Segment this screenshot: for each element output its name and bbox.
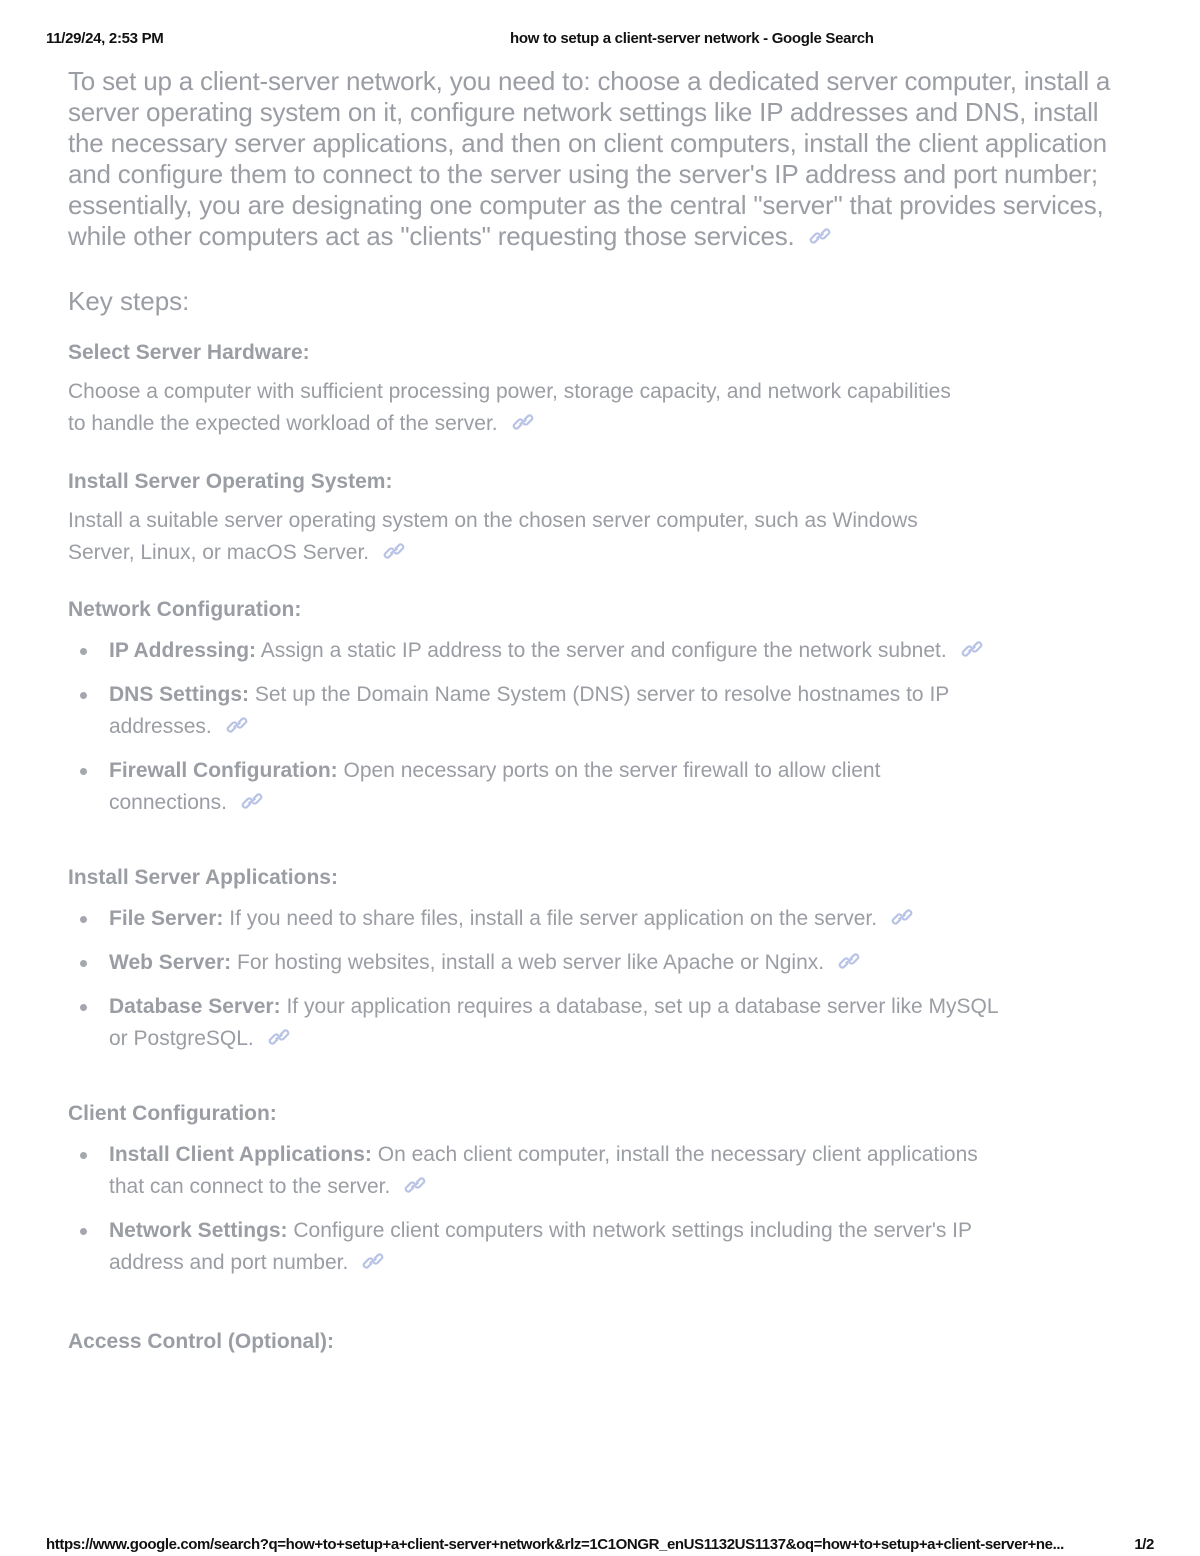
- link-icon[interactable]: [961, 640, 983, 658]
- section-text-content: Install a suitable server operating system on the chosen server computer, such as Windows Server, Linux, or macOS Server.: [68, 509, 918, 564]
- bullet-dot: [80, 768, 87, 775]
- item-text: Open necessary ports on the server firewall to allow client connections.: [109, 759, 881, 814]
- item-term: Install Client Applications:: [109, 1143, 372, 1166]
- bullet-dot: [80, 648, 87, 655]
- print-header: [46, 30, 1154, 50]
- item-term: DNS Settings:: [109, 683, 250, 706]
- bullet-list: [68, 635, 998, 819]
- bullet-dot: [80, 960, 87, 967]
- item-text: Assign a static IP address to the server and configure the network subnet.: [256, 639, 947, 662]
- print-date: 11/29/24, 2:53 PM: [46, 30, 164, 47]
- item-term: Network Settings:: [109, 1219, 288, 1242]
- section-access-control: [68, 1329, 1138, 1355]
- bullet-dot: [80, 1152, 87, 1159]
- list-item: [68, 947, 998, 979]
- link-icon[interactable]: [226, 716, 248, 734]
- item-term: Web Server:: [109, 951, 232, 974]
- link-icon[interactable]: [268, 1028, 290, 1046]
- section-title: Install Server Operating System:: [68, 470, 393, 493]
- link-icon[interactable]: [404, 1176, 426, 1194]
- item-term: Firewall Configuration:: [109, 759, 338, 782]
- section-title: Install Server Applications:: [68, 866, 338, 889]
- list-item: [68, 635, 998, 667]
- overview-summary: [68, 66, 1138, 252]
- link-icon[interactable]: [241, 792, 263, 810]
- link-icon[interactable]: [891, 908, 913, 926]
- link-icon[interactable]: [809, 227, 831, 245]
- link-icon[interactable]: [362, 1252, 384, 1270]
- link-icon[interactable]: [838, 952, 860, 970]
- section-client-configuration: [68, 1101, 1138, 1279]
- list-item: [68, 1139, 998, 1203]
- section-server-os: [68, 469, 1138, 569]
- item-text: Configure client computers with network settings including the server's IP address and port number.: [109, 1219, 972, 1274]
- overview-summary-text: To set up a client-server network, you need to: choose a dedicated server computer, install a server operating system on it, configure network settings like IP addresses and DNS, install the necessary server applications, and then on client computers, install the client application and configure them to connect to the server using the server's IP address and port number; essentially, you are designating one computer as the central "server" that provides services, while other computers act as "clients" requesting those services.: [68, 66, 1111, 251]
- section-title: Access Control (Optional):: [68, 1330, 335, 1353]
- ai-overview-content: [68, 66, 1138, 1355]
- bullet-list: [68, 903, 998, 1055]
- item-term: IP Addressing:: [109, 639, 257, 662]
- print-page-title: how to setup a client-server network - Google Search: [510, 30, 874, 47]
- bullet-list: [68, 1139, 998, 1279]
- section-text: [68, 376, 968, 440]
- bullet-dot: [80, 692, 87, 699]
- item-term: Database Server:: [109, 995, 281, 1018]
- section-title: Client Configuration:: [68, 1102, 277, 1125]
- list-item: [68, 755, 998, 819]
- link-icon[interactable]: [512, 413, 534, 431]
- section-text: [68, 505, 968, 569]
- print-footer: [46, 1536, 1154, 1556]
- list-item: [68, 903, 998, 935]
- bullet-dot: [80, 1228, 87, 1235]
- list-item: [68, 991, 998, 1055]
- bullet-dot: [80, 916, 87, 923]
- section-text-content: Choose a computer with sufficient processing power, storage capacity, and network capabilities to handle the expected workload of the server.: [68, 380, 951, 435]
- item-term: File Server:: [109, 907, 224, 930]
- item-text: For hosting websites, install a web server like Apache or Nginx.: [231, 951, 825, 974]
- print-url: https://www.google.com/search?q=how+to+setup+a+client-server+network&rlz=1C1ONGR_enUS1132US1137&oq=how+to+setup+a+client-server+ne...: [46, 1536, 1064, 1553]
- section-title: Network Configuration:: [68, 598, 302, 621]
- link-icon[interactable]: [383, 542, 405, 560]
- key-steps-heading: Key steps:: [68, 286, 190, 316]
- item-text: On each client computer, install the necessary client applications that can connect to the server.: [109, 1143, 978, 1198]
- section-title: Select Server Hardware:: [68, 341, 310, 364]
- page-number: 1/2: [1134, 1536, 1154, 1553]
- bullet-dot: [80, 1004, 87, 1011]
- list-item: [68, 679, 998, 743]
- section-server-applications: [68, 865, 1138, 1055]
- section-network-configuration: [68, 597, 1138, 819]
- section-server-hardware: [68, 340, 1138, 440]
- list-item: [68, 1215, 998, 1279]
- item-text: If your application requires a database, set up a database server like MySQL or PostgreSQL.: [109, 995, 998, 1050]
- item-text: Set up the Domain Name System (DNS) server to resolve hostnames to IP addresses.: [109, 683, 949, 738]
- item-text: If you need to share files, install a file server application on the server.: [223, 907, 878, 930]
